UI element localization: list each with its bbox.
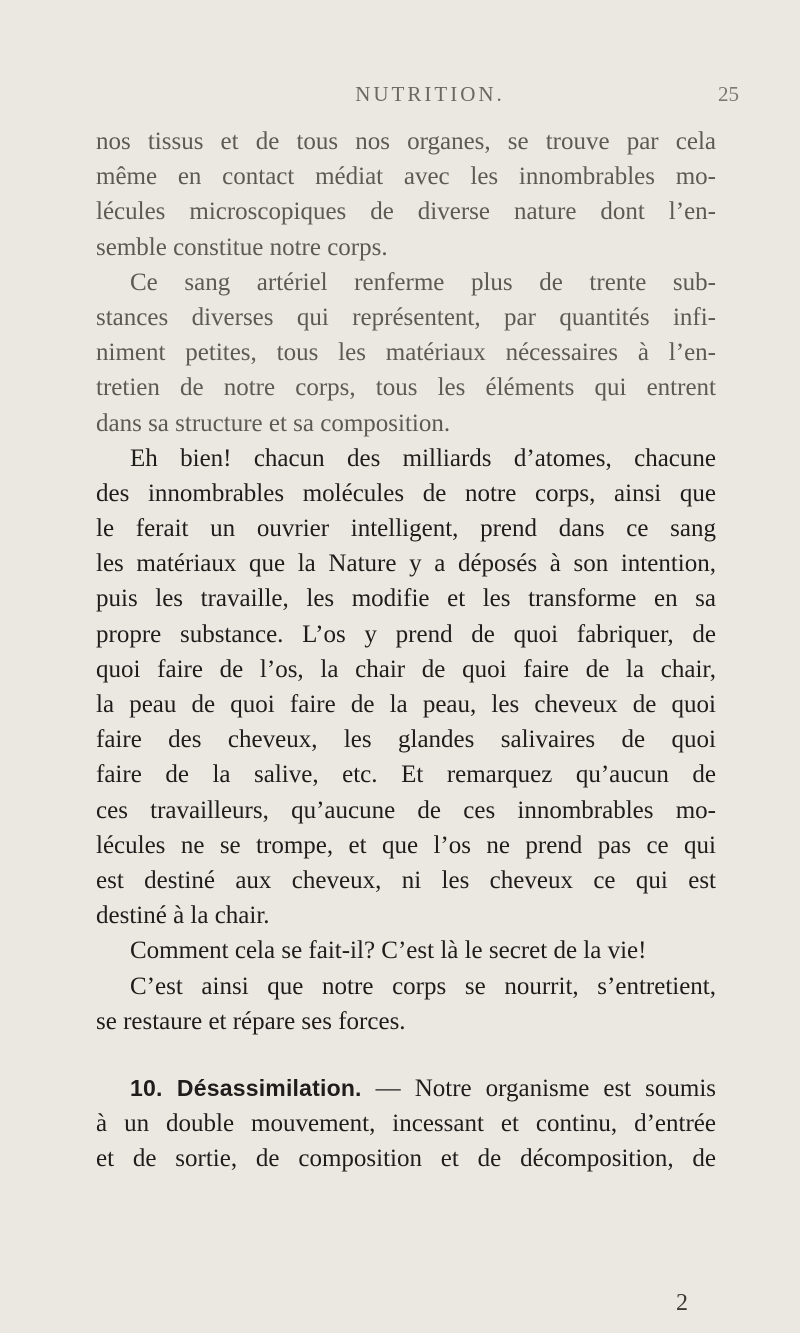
text-line: faire de la salive, etc. Et remarquez qu’aucun de bbox=[96, 761, 716, 789]
section-desassimilation bbox=[96, 1071, 716, 1177]
text-line: C’est ainsi que notre corps se nourrit, s’entretient, bbox=[130, 972, 716, 1000]
paragraph-sang-arteriel bbox=[96, 265, 716, 441]
text-line: se restaure et répare ses forces. bbox=[96, 1007, 406, 1035]
text-fragment: — Notre organisme est soumis bbox=[361, 1074, 716, 1102]
text-line: niment petites, tous les matériaux nécessaires à l’en- bbox=[96, 339, 716, 367]
text-line: lécules ne se trompe, et que l’os ne prend pas ce qui bbox=[96, 831, 716, 859]
page-number: 25 bbox=[718, 82, 739, 106]
paragraph-continuation bbox=[96, 124, 716, 265]
text-line: Comment cela se fait-il? C’est là le secret de la vie! bbox=[130, 937, 647, 965]
signature-mark: 2 bbox=[676, 1290, 688, 1316]
section-gap bbox=[96, 1039, 716, 1071]
text-line: à un double mouvement, incessant et continu, d’entrée bbox=[96, 1110, 716, 1138]
text-line: la peau de quoi faire de la peau, les cheveux de quoi bbox=[96, 691, 716, 718]
text-line: puis les travaille, les modifie et les transforme en sa bbox=[96, 585, 716, 613]
body-text bbox=[96, 124, 716, 1176]
paragraph-eh-bien bbox=[96, 441, 716, 934]
text-line: est destiné aux cheveux, ni les cheveux ce qui est bbox=[96, 866, 716, 894]
paragraph-nourrit bbox=[96, 969, 716, 1039]
text-line: nos tissus et de tous nos organes, se trouve par cela bbox=[96, 128, 716, 155]
text-line: Ce sang artériel renferme plus de trente sub- bbox=[130, 268, 716, 296]
text-line: destiné à la chair. bbox=[96, 902, 270, 930]
text-line: faire des cheveux, les glandes salivaires de quoi bbox=[96, 726, 716, 754]
text-line: stances diverses qui représentent, par quantités infi- bbox=[96, 303, 716, 331]
text-line: et de sortie, de composition et de décomposition, de bbox=[96, 1145, 716, 1173]
text-line: les matériaux que la Nature y a déposés à son intention, bbox=[96, 550, 716, 578]
text-line: ces travailleurs, qu’aucune de ces innombrables mo- bbox=[96, 796, 716, 824]
paragraph-secret-de-la-vie bbox=[96, 933, 716, 968]
text-line: le ferait un ouvrier intelligent, prend dans ce sang bbox=[96, 515, 716, 543]
running-head bbox=[0, 82, 800, 112]
text-line: lécules microscopiques de diverse nature dont l’en- bbox=[96, 198, 716, 226]
text-line: quoi faire de l’os, la chair de quoi faire de la chair, bbox=[96, 655, 716, 683]
text-line: dans sa structure et sa composition. bbox=[96, 409, 451, 437]
text-line: même en contact médiat avec les innombrables mo- bbox=[96, 163, 716, 191]
section-first-line bbox=[96, 1071, 716, 1106]
text-line: Eh bien! chacun des milliards d’atomes, chacune bbox=[130, 444, 716, 472]
text-line: des innombrables molécules de notre corps, ainsi que bbox=[96, 479, 716, 507]
text-line: semble constitue notre corps. bbox=[96, 233, 388, 261]
text-line: propre substance. L’os y prend de quoi fabriquer, de bbox=[96, 620, 716, 648]
running-title: NUTRITION. bbox=[355, 82, 505, 106]
text-line: tretien de notre corps, tous les éléments qui entrent bbox=[96, 374, 716, 402]
section-heading: 10. Désassimilation. bbox=[130, 1074, 362, 1101]
